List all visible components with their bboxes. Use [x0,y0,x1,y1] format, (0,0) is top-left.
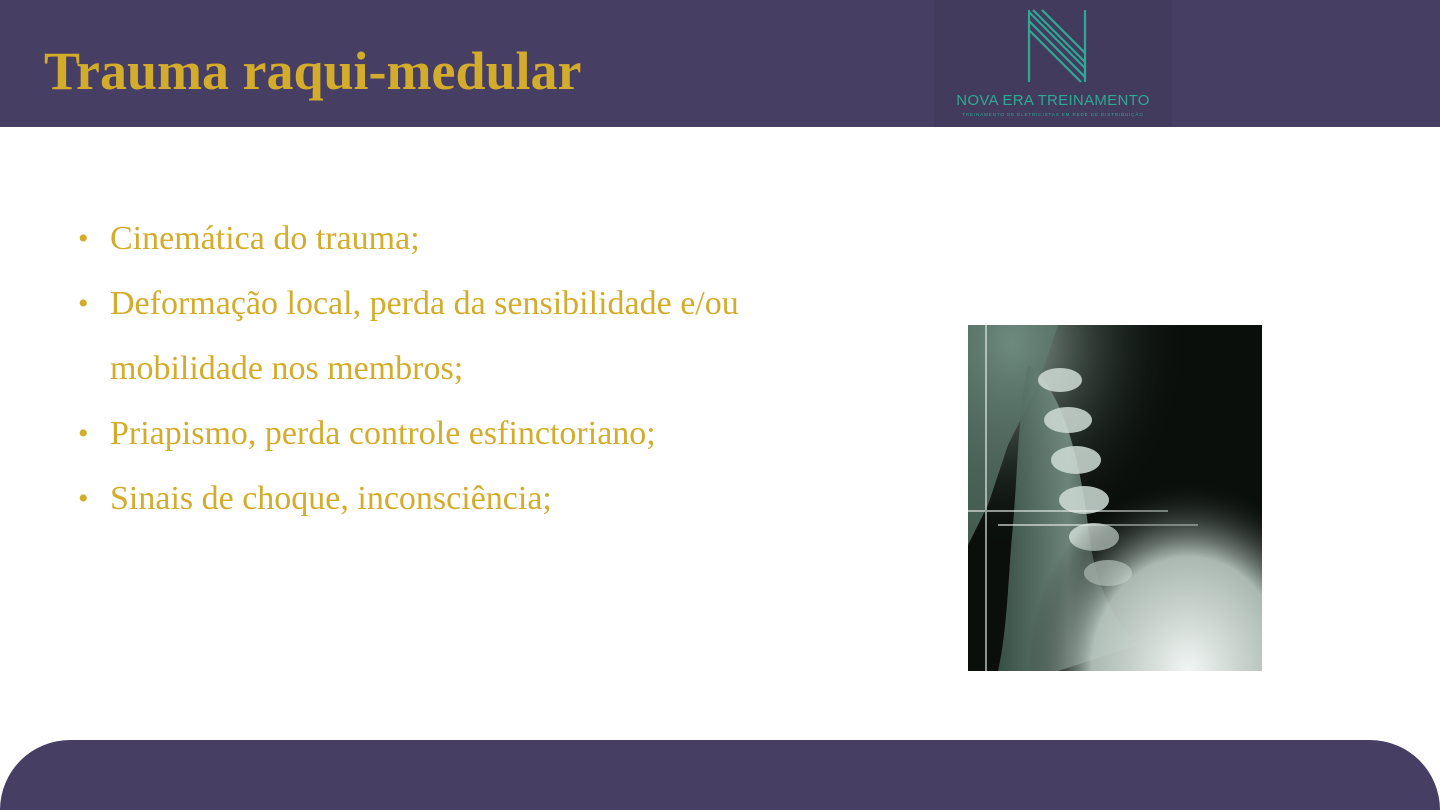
bullet-text: Cinemática do trauma; [110,220,420,257]
bullet-marker: • [78,417,89,450]
bullet-text: Priapismo, perda controle esfinctoriano; [110,415,656,452]
bullet-text: Deformação local, perda da sensibilidade e/ou mobilidade nos membros; [110,285,739,387]
list-item [78,401,878,466]
list-item [78,206,878,271]
xray-illustration [968,325,1262,671]
logo-tagline: TREINAMENTO DE ELETRICISTAS EM REDE DE DISTRIBUIÇÃO [962,112,1144,117]
header-bar [0,0,1440,127]
list-item [78,271,878,401]
stylized-n-logo-icon [1025,8,1089,84]
logo-wordmark: NOVA ERA TREINAMENTO [956,92,1150,109]
bullet-marker: • [78,222,89,255]
bullet-list [78,206,878,531]
footer-bar [0,740,1440,810]
bullet-marker: • [78,482,89,515]
bullet-marker: • [78,287,89,320]
company-logo [934,0,1172,127]
slide-title: Trauma raqui-medular [44,41,582,101]
cervical-spine-xray-image [968,325,1262,671]
list-item [78,466,878,531]
bullet-text: Sinais de choque, inconsciência; [110,480,552,517]
